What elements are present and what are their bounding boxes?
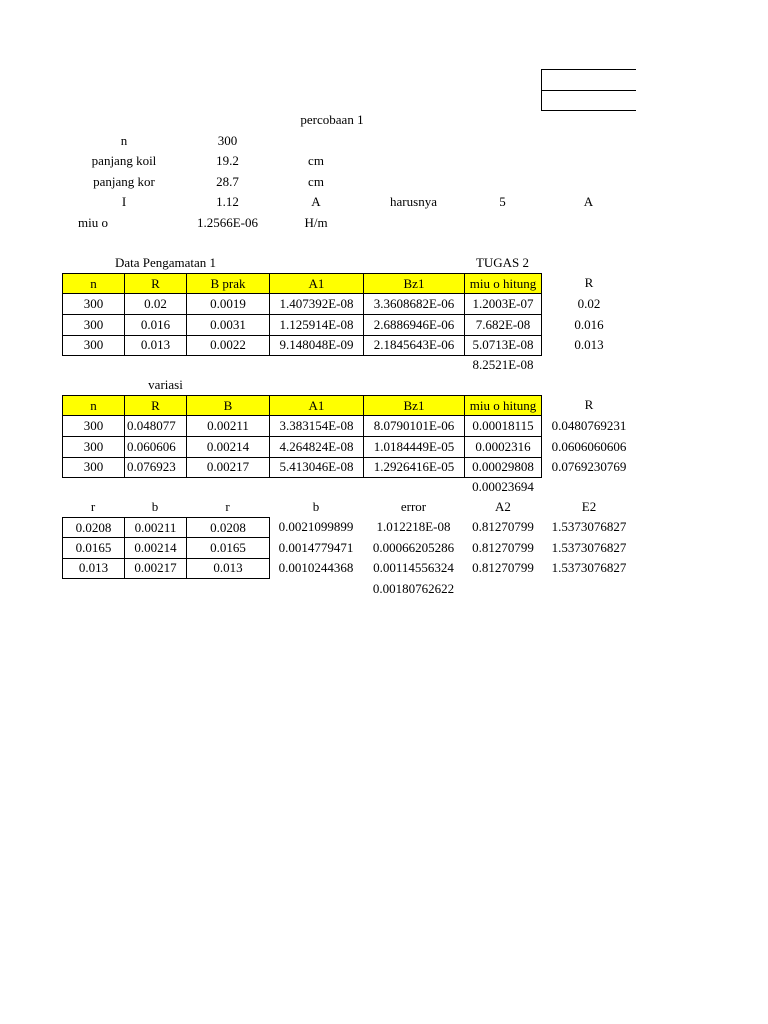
table2-cell[interactable]: 0.0002316 — [464, 437, 542, 458]
table2-extra-cell[interactable]: 0.0769230769 — [551, 459, 627, 474]
table2-cell[interactable]: 0.00214 — [186, 437, 269, 458]
table3-cell[interactable]: 0.0208 — [62, 517, 124, 538]
table1-header-a1: A1 — [269, 273, 363, 294]
table1-cell[interactable]: 0.0031 — [186, 315, 269, 336]
table3-cell[interactable]: 1.5373076827 — [551, 540, 627, 555]
table3-cell[interactable]: 1.5373076827 — [551, 560, 627, 575]
table3-header-e2: E2 — [581, 499, 597, 514]
table3-cell[interactable]: 0.0010244368 — [278, 560, 354, 575]
table1-average[interactable]: 8.2521E-08 — [472, 357, 534, 372]
table3-header-b: b — [151, 499, 159, 514]
table2-header-a1: A1 — [269, 395, 363, 416]
table3-header-error: error — [400, 499, 427, 514]
table3-cell[interactable]: 0.81270799 — [472, 540, 534, 555]
table2-cell[interactable]: 8.0790101E-06 — [363, 416, 464, 437]
table1-cell[interactable]: 300 — [62, 315, 124, 336]
table3-cell[interactable]: 0.0165 — [186, 538, 270, 559]
table2-cell[interactable]: 300 — [62, 437, 124, 458]
table1-header-r: R — [124, 273, 186, 294]
table1-cell[interactable]: 1.125914E-08 — [269, 315, 363, 336]
table1-extra-header: R — [584, 275, 594, 290]
table1-cell[interactable]: 0.016 — [124, 315, 186, 336]
table2-extra-cell[interactable]: 0.0480769231 — [551, 418, 627, 433]
table1-header-b-prak: B prak — [186, 273, 269, 294]
table2-cell[interactable]: 1.0184449E-05 — [363, 437, 464, 458]
table1-cell[interactable]: 1.407392E-08 — [269, 294, 363, 315]
table1-cell[interactable]: 0.0019 — [186, 294, 269, 315]
param-panjang-koil-label: panjang koil — [91, 153, 157, 168]
table1-cell[interactable]: 5.0713E-08 — [464, 335, 542, 356]
table1-cell[interactable]: 0.0022 — [186, 335, 269, 356]
table1-caption: Data Pengamatan 1 — [114, 255, 217, 270]
table1-cell[interactable]: 0.02 — [124, 294, 186, 315]
table1-cell[interactable]: 3.3608682E-06 — [363, 294, 464, 315]
table2-header-bz1: Bz1 — [363, 395, 464, 416]
table3-header-a2: A2 — [495, 499, 511, 514]
param-panjang-kor-label: panjang kor — [93, 174, 155, 189]
table2-header-n: n — [62, 395, 124, 416]
table3-cell[interactable]: 0.0021099899 — [278, 519, 354, 534]
table2-extra-header: R — [584, 397, 594, 412]
table1-side-caption: TUGAS 2 — [475, 255, 530, 270]
table1-cell[interactable]: 2.6886946E-06 — [363, 315, 464, 336]
param-i-note-label: harusnya — [390, 194, 437, 209]
table2-caption: variasi — [148, 377, 183, 392]
param-miu-o-label: miu o — [78, 215, 108, 230]
table1-cell[interactable]: 9.148048E-09 — [269, 335, 363, 356]
table3-header-b2: b — [312, 499, 320, 514]
table3-cell[interactable]: 1.5373076827 — [551, 519, 627, 534]
table2-cell[interactable]: 0.060606 — [124, 437, 186, 458]
table2-cell[interactable]: 4.264824E-08 — [269, 437, 363, 458]
table2-cell[interactable]: 1.2926416E-05 — [363, 457, 464, 478]
table1-cell[interactable]: 1.2003E-07 — [464, 294, 542, 315]
table2-header-miu-o-hitung: miu o hitung — [464, 395, 542, 416]
table1-cell[interactable]: 0.013 — [124, 335, 186, 356]
table2-cell[interactable]: 0.048077 — [124, 416, 186, 437]
table1-header-miu-o-hitung: miu o hitung — [464, 273, 542, 294]
table3-error-total[interactable]: 0.00180762622 — [372, 581, 455, 596]
table2-cell[interactable]: 0.00018115 — [464, 416, 542, 437]
table3-cell[interactable]: 0.00214 — [124, 538, 186, 559]
param-miu-o-unit: H/m — [304, 215, 328, 230]
param-i-label: I — [121, 194, 127, 209]
table3-cell[interactable]: 0.00211 — [124, 517, 186, 538]
table1-cell[interactable]: 7.682E-08 — [464, 315, 542, 336]
table2-cell[interactable]: 0.00217 — [186, 457, 269, 478]
param-panjang-koil-value: 19.2 — [216, 153, 239, 168]
empty-cell[interactable] — [541, 69, 636, 90]
table3-header-r: r — [90, 499, 96, 514]
table1-extra-cell[interactable]: 0.02 — [577, 296, 601, 311]
table2-average[interactable]: 0.00023694 — [472, 479, 534, 494]
param-miu-o-value: 1.2566E-06 — [196, 215, 259, 230]
table3-header-r2: r — [225, 499, 230, 514]
table2-cell[interactable]: 0.00211 — [186, 416, 269, 437]
table3-cell[interactable]: 1.012218E-08 — [376, 519, 451, 534]
table3-cell[interactable]: 0.00217 — [124, 558, 186, 579]
table1-extra-cell[interactable]: 0.013 — [574, 337, 604, 352]
table3-cell[interactable]: 0.0165 — [62, 538, 124, 559]
table2-cell[interactable]: 300 — [62, 416, 124, 437]
table1-cell[interactable]: 300 — [62, 335, 124, 356]
table2-cell[interactable]: 0.00029808 — [464, 457, 542, 478]
table3-cell[interactable]: 0.0208 — [186, 517, 270, 538]
table2-cell[interactable]: 300 — [62, 457, 124, 478]
sheet-title: percobaan 1 — [300, 112, 364, 127]
param-panjang-koil-unit: cm — [308, 153, 324, 168]
param-n-value: 300 — [217, 133, 238, 148]
table1-cell[interactable]: 2.1845643E-06 — [363, 335, 464, 356]
param-i-note-value: 5 — [499, 194, 506, 209]
table2-cell[interactable]: 5.413046E-08 — [269, 457, 363, 478]
table3-cell[interactable]: 0.013 — [186, 558, 270, 579]
table3-cell[interactable]: 0.00066205286 — [372, 540, 455, 555]
table2-extra-cell[interactable]: 0.0606060606 — [551, 439, 627, 454]
table1-header-n: n — [62, 273, 124, 294]
table2-cell[interactable]: 0.076923 — [124, 457, 186, 478]
param-i-note-unit: A — [583, 194, 594, 209]
table2-cell[interactable]: 3.383154E-08 — [269, 416, 363, 437]
table2-header-r: R — [124, 395, 186, 416]
table3-cell[interactable]: 0.013 — [62, 558, 124, 579]
table3-cell[interactable]: 0.81270799 — [472, 519, 534, 534]
table3-cell[interactable]: 0.81270799 — [472, 560, 534, 575]
table1-cell[interactable]: 300 — [62, 294, 124, 315]
table2-header-b: B — [186, 395, 269, 416]
param-i-unit: A — [311, 194, 321, 209]
table1-extra-cell[interactable]: 0.016 — [574, 317, 604, 332]
param-panjang-kor-value: 28.7 — [216, 174, 239, 189]
param-i-value: 1.12 — [216, 194, 239, 209]
param-panjang-kor-unit: cm — [308, 174, 324, 189]
table3-cell[interactable]: 0.0014779471 — [278, 540, 354, 555]
param-n-label: n — [120, 133, 128, 148]
table3-cell[interactable]: 0.00114556324 — [373, 560, 454, 575]
empty-cell[interactable] — [541, 90, 636, 111]
table1-header-bz1: Bz1 — [363, 273, 464, 294]
